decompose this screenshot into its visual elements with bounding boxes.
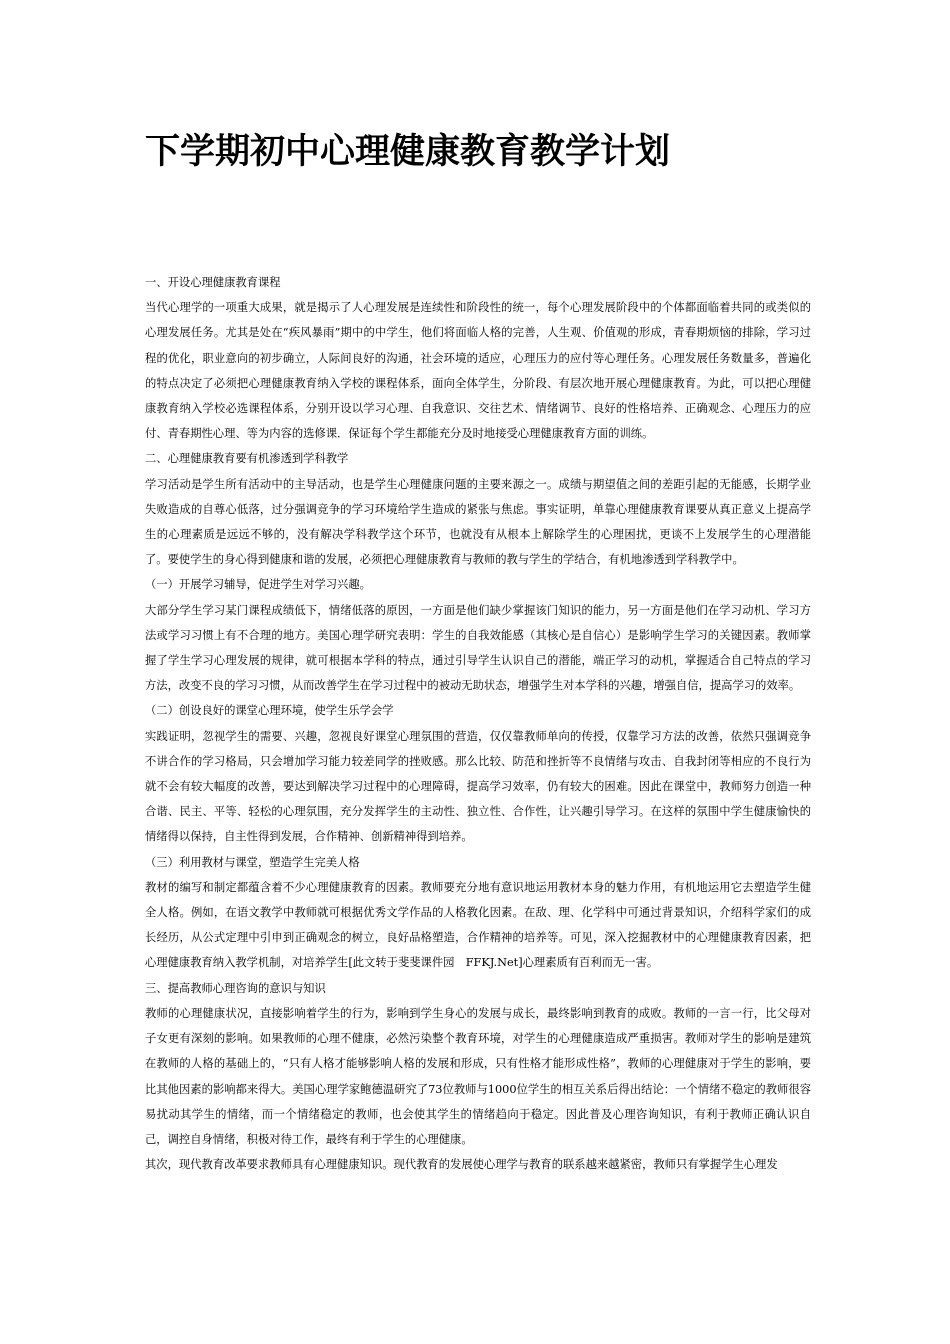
subsection-heading-3: （三）利用教材与课堂，塑造学生完美人格 <box>145 855 360 869</box>
subsection-heading-1: （一）开展学习辅导，促进学生对学习兴趣。 <box>145 578 371 592</box>
document-body <box>145 270 811 1177</box>
paragraph-2: 学习活动是学生所有活动中的主导活动，也是学生心理健康问题的主要来源之一。成绩与期望值之间的差距引起的无能感，长期学业失败造成的自尊心低落，过分强调竞争的学习环境给学生造成的紧张与焦虑。事实证明，单靠心理健康教育课要从真正意义上提高学生的心理素质是远远不够的，没有解决学科教学这个环节，也就没有从根本上解除学生的心理困扰，更谈不上发展学生的心理潜能了。要使学生的身心得到健康和谐的发展，必须把心理健康教育与教师的教与学生的学结合，有机地渗透到学科教学中。 <box>145 477 811 567</box>
paragraph-6: 教师的心理健康状况，直接影响着学生的行为，影响到学生身心的发展与成长，最终影响到教育的成败。教师的一言一行，比父母对子女更有深刻的影响。如果教师的心理不健康，必然污染整个教育环境，对学生的心理健康造成严重损害。教师对学生的影响是建筑在教师的人格的基础上的，“只有人格才能够影响人格的发展和形成，只有性格才能形成性格”，教师的心理健康对于学生的影响，要比其他因素的影响都来得大。美国心理学家鲍德温研究了73位教师与1000位学生的相互关系后得出结论：一个情绪不稳定的教师很容易扰动其学生的情绪，而一个情绪稳定的教师，也会使其学生的情绪趋向于稳定。因此普及心理咨询知识，有利于教师正确认识自己，调控自身情绪，积极对待工作，最终有利于学生的心理健康。 <box>145 1006 811 1146</box>
subsection-heading-2: （二）创设良好的课堂心理环境，使学生乐学会学 <box>145 704 394 718</box>
paragraph-3: 大部分学生学习某门课程成绩低下，情绪低落的原因，一方面是他们缺少掌握该门知识的能力，另一方面是他们在学习动机、学习方法或学习习惯上有不合理的地方。美国心理学研究表明：学生的自我效能感（其核心是自信心）是影响学生学习的关键因素。教师掌握了学生学习心理发展的规律，就可根据本学科的特点，通过引导学生认识自己的潜能，端正学习的动机，掌握适合自己特点的学习方法，改变不良的学习习惯，从而改善学生在学习过程中的被动无助状态，增强学生对本学科的兴趣，增强自信，提高学习的效率。 <box>145 603 811 693</box>
paragraph-5: 教材的编写和制定都蕴含着不少心理健康教育的因素。教师要充分地有意识地运用教材本身的魅力作用，有机地运用它去塑造学生健全人格。例如，在语文教学中教师就可根据优秀文学作品的人格教化因素。在敌、理、化学科中可通过背景知识，介绍科学家们的成长经历，从公式定理中引申到正确观念的树立，良好品格塑造，合作精神的培养等。可见，深入挖掘教材中的心理健康教育因素，把心理健康教育纳入教学机制，对培养学生[此文转于斐斐课件园 FFKJ.Net]心理素质有百利而无一害。 <box>145 880 811 970</box>
section-heading-1: 一、开设心理健康教育课程 <box>145 276 281 289</box>
paragraph-4: 实践证明，忽视学生的需要、兴趣，忽视良好课堂心理氛围的营造，仅仅靠教师单向的传授，仅靠学习方法的改善，依然只强调竞争不讲合作的学习格局，只会增加学习能力较差同学的挫败感。那么比较、防范和挫折等不良情绪与攻击、自我封闭等相应的不良行为就不会有较大幅度的改善，要达到解决学习过程中的心理障碍，提高学习效率，仍有较大的困难。因此在课堂中，教师努力创造一种合谐、民主、平等、轻松的心理氛围，充分发挥学生的主动性、独立性、合作性，让兴趣引导学习。在这样的氛围中学生健康愉快的情绪得以保持，自主性得到发展，合作精神、创新精神得到培养。 <box>145 729 811 844</box>
paragraph-7: 其次，现代教育改革要求教师具有心理健康知识。现代教育的发展使心理学与教育的联系越来越紧密，教师只有掌握学生心理发 <box>145 1158 778 1172</box>
paragraph-1: 当代心理学的一项重大成果，就是揭示了人心理发展是连续性和阶段性的统一，每个心理发展阶段中的个体都面临着共同的或类似的心理发展任务。尤其是处在“疾风暴雨”期中的中学生，他们将面临人格的完善，人生观、价值观的形成，青春期烦恼的排除，学习过程的优化，职业意向的初步确立，人际间良好的沟通，社会环境的适应，心理压力的应付等心理任务。心理发展任务数量多，普遍化的特点决定了必须把心理健康教育纳入学校的课程体系，面向全体学生，分阶段、有层次地开展心理健康教育。为此，可以把心理健康教育纳入学校必选课程体系，分别开设以学习心理、自我意识、交往艺术、情绪调节、良好的性格培养、正确观念、心理压力的应付、青春期性心理、等为内容的选修课．保证每个学生都能充分及时地接受心理健康教育方面的训练。 <box>145 301 811 441</box>
section-heading-3: 三、提高教师心理咨询的意识与知识 <box>145 981 326 995</box>
document-title: 下学期初中心理健康教育教学计划 <box>145 132 671 172</box>
section-heading-2: 二、心理健康教育要有机渗透到学科教学 <box>145 452 349 466</box>
